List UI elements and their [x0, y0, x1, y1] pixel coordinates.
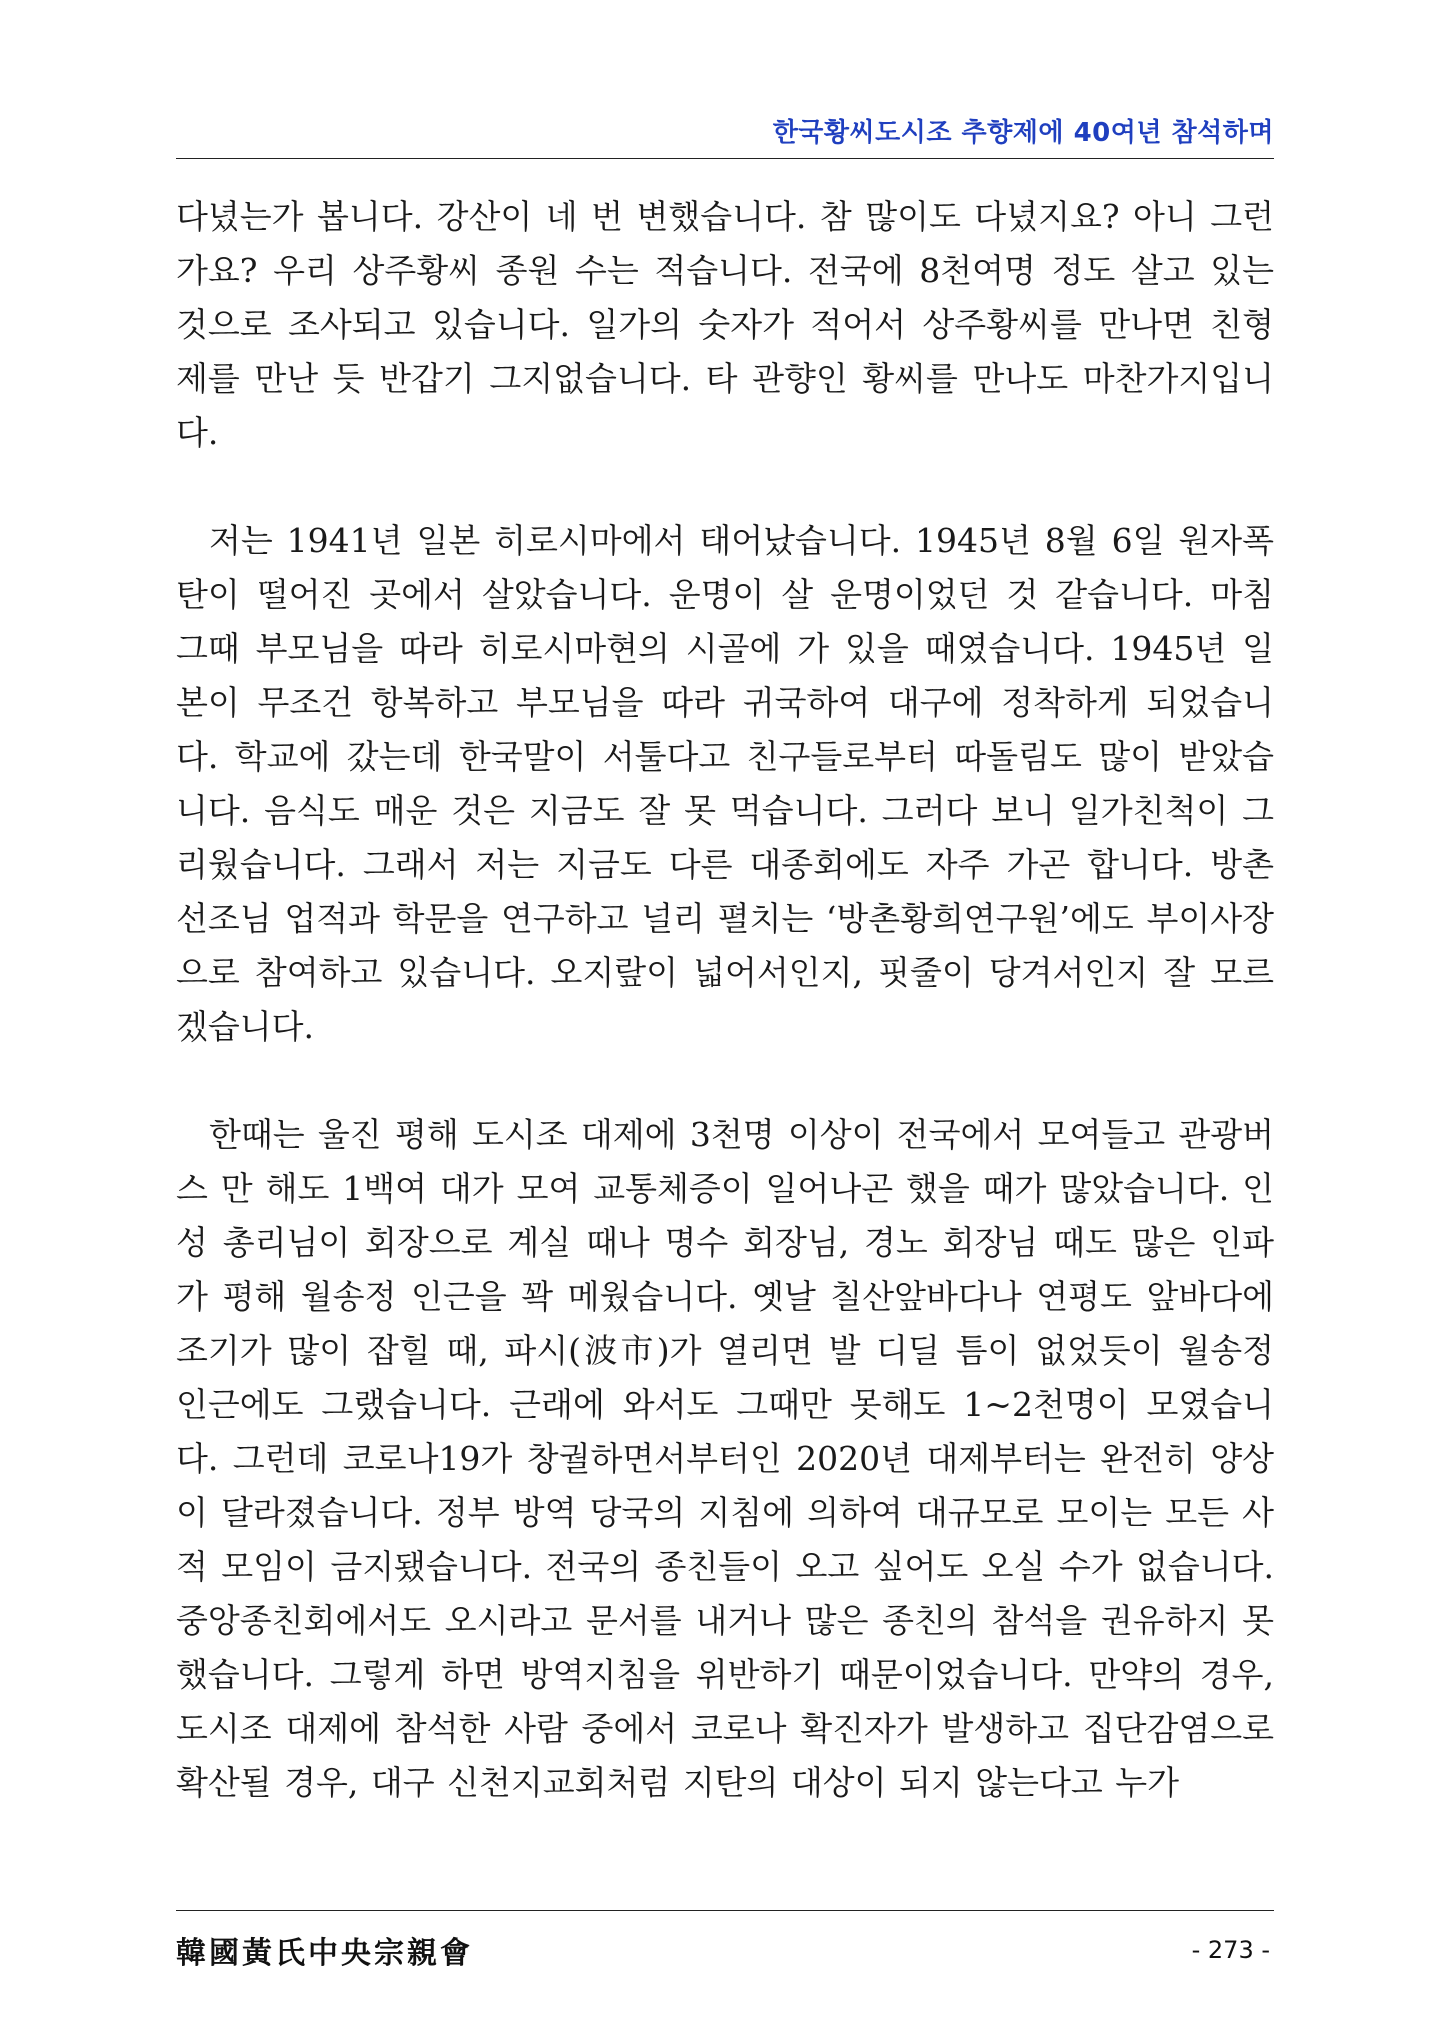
page-number: - 273 -	[1191, 1936, 1270, 1964]
running-header-title: 한국황씨도시조 추향제에 40여년 참석하며	[772, 118, 1274, 148]
paragraph-1: 다녔는가 봅니다. 강산이 네 번 변했습니다. 참 많이도 다녔지요? 아니 그런가요? 우리 상주황씨 종원 수는 적습니다. 전국에 8천여명 정도 살고 있는 것으로 조사되고 있습니다. 일가의 숫자가 적어서 상주황씨를 만나면 친형제를 만난 듯 반갑기 그지없습니다. 타 관향인 황씨를 만나도 마찬가지입니다.	[176, 197, 1274, 452]
article-body	[176, 190, 1274, 1864]
footer-organization-name: 韓國黃氏中央宗親會	[176, 1936, 473, 1971]
paragraph-3: 한때는 울진 평해 도시조 대제에 3천명 이상이 전국에서 모여들고 관광버스 만 해도 1백여 대가 모여 교통체증이 일어나곤 했을 때가 많았습니다. 인성 총리님이 회장으로 계실 때나 명수 회장님, 경노 회장님 때도 많은 인파가 평해 월송정 인근을 꽉 메웠습니다. 옛날 칠산앞바다나 연평도 앞바다에 조기가 많이 잡힐 때, 파시(波市)가 열리면 발 디딜 틈이 없었듯이 월송정 인근에도 그랬습니다. 근래에 와서도 그때만 못해도 1~2천명이 모였습니다. 그런데 코로나19가 창궐하면서부터인 2020년 대제부터는 완전히 양상이 달라졌습니다. 정부 방역 당국의 지침에 의하여 대규모로 모이는 모든 사적 모임이 금지됐습니다. 전국의 종친들이 오고 싶어도 오실 수가 없습니다. 중앙종친회에서도 오시라고 문서를 내거나 많은 종친의 참석을 권유하지 못했습니다. 그렇게 하면 방역지침을 위반하기 때문이었습니다. 만약의 경우, 도시조 대제에 참석한 사람 중에서 코로나 확진자가 발생하고 집단감염으로 확산될 경우, 대구 신천지교회처럼 지탄의 대상이 되지 않는다고 누가	[176, 1115, 1274, 1802]
footer-divider	[176, 1910, 1274, 1911]
paragraph-2: 저는 1941년 일본 히로시마에서 태어났습니다. 1945년 8월 6일 원자폭탄이 떨어진 곳에서 살았습니다. 운명이 살 운명이었던 것 같습니다. 마침 그때 부모님을 따라 히로시마현의 시골에 가 있을 때였습니다. 1945년 일본이 무조건 항복하고 부모님을 따라 귀국하여 대구에 정착하게 되었습니다. 학교에 갔는데 한국말이 서툴다고 친구들로부터 따돌림도 많이 받았습니다. 음식도 매운 것은 지금도 잘 못 먹습니다. 그러다 보니 일가친척이 그리웠습니다. 그래서 저는 지금도 다른 대종회에도 자주 가곤 합니다. 방촌 선조님 업적과 학문을 연구하고 널리 펼치는 ‘방촌황희연구원’에도 부이사장으로 참여하고 있습니다. 오지랖이 넓어서인지, 핏줄이 당겨서인지 잘 모르겠습니다.	[176, 521, 1274, 1046]
header-divider	[176, 158, 1274, 159]
